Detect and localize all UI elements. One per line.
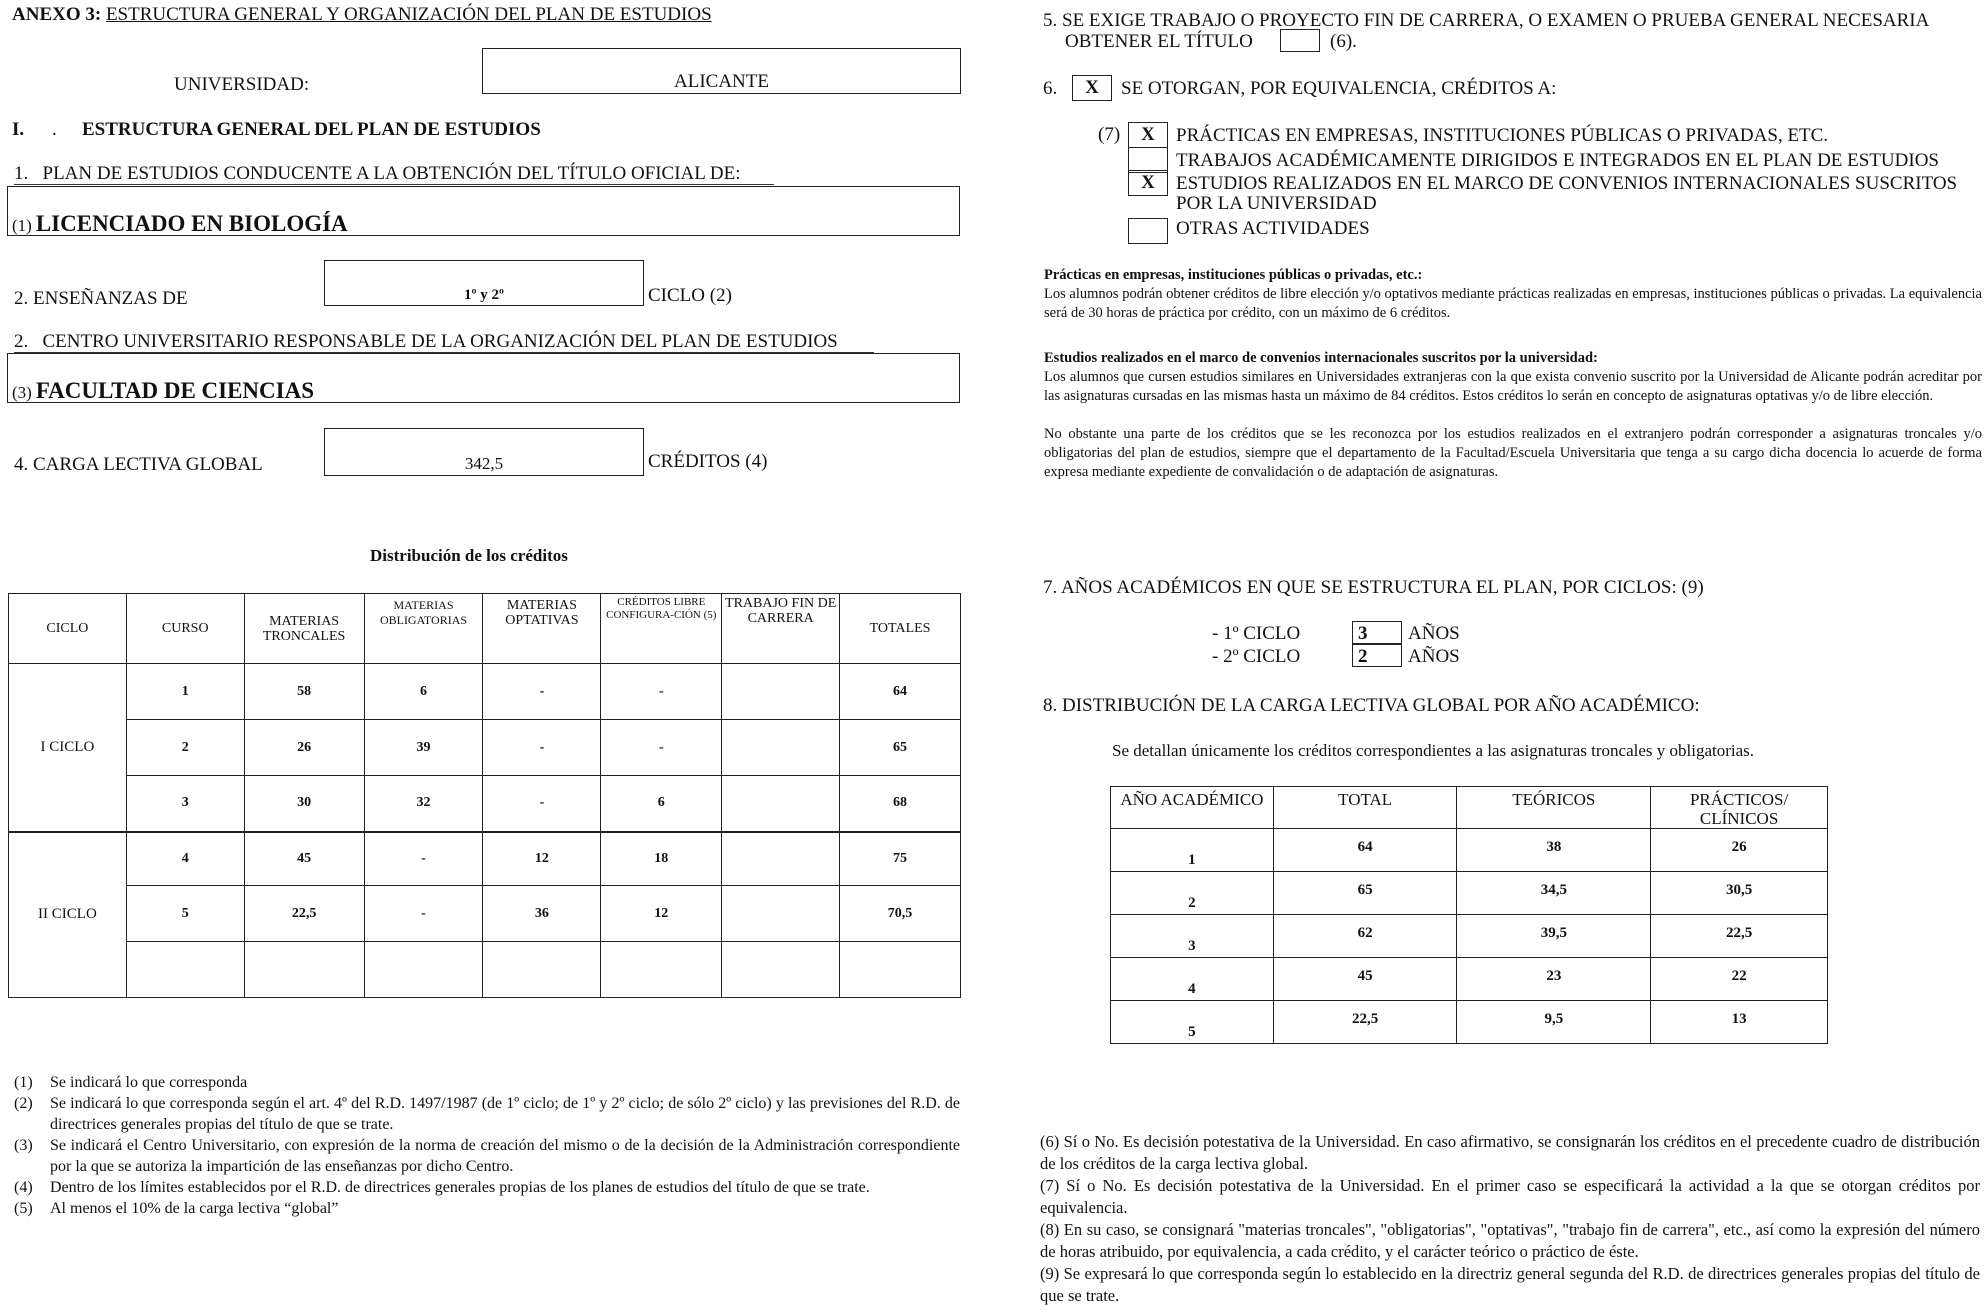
table-cell: 38 xyxy=(1457,829,1651,872)
table-cell: 45 xyxy=(1273,958,1457,1001)
table-cell: 65 xyxy=(1273,872,1457,915)
ciclo-2-cell: II CICLO xyxy=(9,832,127,998)
table-cell xyxy=(126,942,244,998)
item-8-label: 8. DISTRIBUCIÓN DE LA CARGA LECTIVA GLOBAL POR AÑO ACADÉMICO: xyxy=(1043,695,1700,716)
item-2-label: 2. ENSEÑANZAS DE xyxy=(14,288,188,309)
section-heading xyxy=(12,119,541,141)
table-cell: - xyxy=(364,832,483,886)
table-row xyxy=(1111,872,1828,915)
table-cell: 3 xyxy=(126,776,244,832)
table-cell: 22 xyxy=(1651,958,1828,1001)
footnote: (8) En su caso, se consignará "materias troncales", "obligatorias", "optativas", "trabajo fin de carrera", etc., así como la expresión del número de horas atribuido, por equivalencia, a cada crédito, y el carácter teórico o práctico de éste. xyxy=(1040,1220,1980,1261)
table-cell: 6 xyxy=(364,664,483,720)
table-cell: 75 xyxy=(840,832,961,886)
table-cell: 30,5 xyxy=(1651,872,1828,915)
footnote xyxy=(14,1072,960,1093)
table-cell: 64 xyxy=(1273,829,1457,872)
table-cell: 39,5 xyxy=(1457,915,1651,958)
footnote-number: (1) xyxy=(14,1074,33,1091)
annex-number: ANEXO 3: xyxy=(12,4,102,25)
table-cell xyxy=(840,942,961,998)
table-cell: 5 xyxy=(1111,1001,1274,1044)
table-cell: 39 xyxy=(364,720,483,776)
table-cell: 18 xyxy=(601,832,722,886)
table-cell: 22,5 xyxy=(244,886,364,942)
estudios-text: Los alumnos que cursen estudios similares en Universidades extranjeras con la que exista convenio suscrito por la Universidad de Alicante podrán acreditar por las asignaturas cursadas en las mismas hasta un máximo de 84 créditos. Estos créditos lo serán en concepto de asignaturas optativas y/o de libre elección. xyxy=(1044,369,1982,404)
col-header-practicos: PRÁCTICOS/ CLÍNICOS xyxy=(1651,787,1828,829)
section-dot: . xyxy=(52,119,57,140)
table-cell: 68 xyxy=(840,776,961,832)
universidad-label: UNIVERSIDAD: xyxy=(174,74,310,95)
item-1-underline xyxy=(14,184,774,185)
titulo-field xyxy=(7,186,960,236)
universidad-value: ALICANTE xyxy=(674,71,769,92)
table-cell xyxy=(483,942,601,998)
col-header-ciclo: CICLO xyxy=(9,594,127,664)
col-header-totales: TOTALES xyxy=(840,594,961,664)
item-6-checkbox: X xyxy=(1072,75,1112,101)
ciclo-1-years-unit: AÑOS xyxy=(1408,623,1460,644)
item-5-line2: OBTENER EL TÍTULO xyxy=(1065,31,1253,52)
table-cell: 2 xyxy=(1111,872,1274,915)
footnote-number: (2) xyxy=(14,1095,33,1112)
footnote xyxy=(14,1093,960,1135)
titulo-ref: (1) xyxy=(12,216,32,235)
titulo-line xyxy=(12,211,348,237)
item-6-number: 6. xyxy=(1043,78,1058,99)
table-cell: - xyxy=(364,886,483,942)
col-header-troncales: MATERIAS TRONCALES xyxy=(244,594,364,664)
table-cell: 4 xyxy=(126,832,244,886)
footnotes-right xyxy=(1040,1131,1980,1307)
table-cell: 36 xyxy=(483,886,601,942)
item-5-ref: (6). xyxy=(1330,31,1357,52)
table-cell: 34,5 xyxy=(1457,872,1651,915)
table-cell: 64 xyxy=(840,664,961,720)
col-header-libre: CRÉDITOS LIBRE CONFIGURA-CIÓN (5) xyxy=(601,594,722,664)
footnote xyxy=(14,1198,960,1219)
centro-line xyxy=(12,378,314,404)
footnote: (7) Sí o No. Es decisión potestativa de la Universidad. En el primer caso se especificará la actividad a la que se otorgan créditos por equivalencia. xyxy=(1040,1176,1980,1217)
table-cell: 12 xyxy=(483,832,601,886)
table-cell: 9,5 xyxy=(1457,1001,1651,1044)
col-header-ano: AÑO ACADÉMICO xyxy=(1111,787,1274,829)
table-row xyxy=(1111,915,1828,958)
practicas-block xyxy=(1044,266,1982,323)
table-cell: 70,5 xyxy=(840,886,961,942)
table-cell: 2 xyxy=(126,720,244,776)
item-4-suffix: CRÉDITOS (4) xyxy=(648,451,768,472)
footnote-text: Se indicará lo que corresponda xyxy=(50,1074,248,1091)
footnote-number: (3) xyxy=(14,1137,33,1154)
table-cell: 6 xyxy=(601,776,722,832)
col-header-optativas: MATERIAS OPTATIVAS xyxy=(483,594,601,664)
table-row xyxy=(1111,829,1828,872)
section-number: I. xyxy=(12,119,25,140)
table-cell: 23 xyxy=(1457,958,1651,1001)
item-2-suffix: CICLO (2) xyxy=(648,285,732,306)
centro-value: FACULTAD DE CIENCIAS xyxy=(35,378,315,403)
table-cell: 22,5 xyxy=(1651,915,1828,958)
carga-field xyxy=(324,428,644,476)
table-row xyxy=(9,832,961,886)
option-checkbox xyxy=(1128,218,1168,244)
table-cell xyxy=(722,720,840,776)
col-header-obligatorias: MATERIAS OBLIGATORIAS xyxy=(364,594,483,664)
table-cell: 58 xyxy=(244,664,364,720)
col-header-curso: CURSO xyxy=(126,594,244,664)
ciclo-2-label: - 2º CICLO xyxy=(1212,646,1301,667)
option-label: ESTUDIOS REALIZADOS EN EL MARCO DE CONVENIOS INTERNACIONALES SUSCRITOS xyxy=(1176,173,1958,194)
table-cell: 12 xyxy=(601,886,722,942)
option-label: OTRAS ACTIVIDADES xyxy=(1176,218,1370,239)
table-row-empty xyxy=(9,942,961,998)
table-cell xyxy=(722,832,840,886)
table-row xyxy=(1111,1001,1828,1044)
footnote-number: (5) xyxy=(14,1200,33,1217)
ciclo-1-label: - 1º CICLO xyxy=(1212,623,1301,644)
table-row xyxy=(9,664,961,720)
table-cell xyxy=(722,776,840,832)
item-3-label: 2. CENTRO UNIVERSITARIO RESPONSABLE DE LA ORGANIZACIÓN DEL PLAN DE ESTUDIOS xyxy=(14,331,838,352)
item-7-label: 7. AÑOS ACADÉMICOS EN QUE SE ESTRUCTURA EL PLAN, POR CICLOS: (9) xyxy=(1043,577,1704,598)
estudios-block xyxy=(1044,349,1982,482)
estudios-text-2: No obstante una parte de los créditos que se les reconozca por los estudios realizados en el extranjero podrán corresponder a asignaturas troncales y/o obligatorias del plan de estudios, siempre que el departamento de la Facultad/Escuela Universitaria que tenga a su cargo dicha docencia lo acuerde de forma expresa mediante expediente de convalidación o de adaptación de asignaturas. xyxy=(1044,426,1982,480)
col-header-total: TOTAL xyxy=(1273,787,1457,829)
ciclo-2-years-unit: AÑOS xyxy=(1408,646,1460,667)
carga-value: 342,5 xyxy=(464,454,504,473)
distribucion-title: Distribución de los créditos xyxy=(370,546,568,565)
table-row xyxy=(9,886,961,942)
table-row xyxy=(1111,958,1828,1001)
footnote: (9) Se expresará lo que corresponda según lo establecido en la directriz general segunda del R.D. de directrices generales propias del título de que se trate. xyxy=(1040,1264,1980,1305)
footnote xyxy=(14,1177,960,1198)
table-cell xyxy=(601,942,722,998)
table-cell: - xyxy=(483,664,601,720)
table-cell xyxy=(244,942,364,998)
table-cell xyxy=(722,886,840,942)
table-cell: 5 xyxy=(126,886,244,942)
table-cell: - xyxy=(483,720,601,776)
table-cell: 45 xyxy=(244,832,364,886)
item-1-label: 1. PLAN DE ESTUDIOS CONDUCENTE A LA OBTENCIÓN DEL TÍTULO OFICIAL DE: xyxy=(14,163,741,184)
estudios-title: Estudios realizados en el marco de convenios internacionales suscritos por la universidad: xyxy=(1044,350,1598,366)
distribucion-table xyxy=(8,593,961,998)
centro-ref: (3) xyxy=(12,383,32,402)
footnote-text: Se indicará el Centro Universitario, con expresión de la norma de creación del mismo o de la decisión de la Administración correspondiente por la que se autoriza la impartición de las enseñanzas por dicho Centro. xyxy=(50,1137,960,1175)
item-5-checkbox xyxy=(1280,29,1320,52)
distribucion-header-row xyxy=(9,594,961,664)
table-cell: 22,5 xyxy=(1273,1001,1457,1044)
table-cell xyxy=(722,664,840,720)
annex-title: ESTRUCTURA GENERAL Y ORGANIZACIÓN DEL PLAN DE ESTUDIOS xyxy=(105,4,712,25)
table-cell: 4 xyxy=(1111,958,1274,1001)
universidad-field xyxy=(482,48,961,94)
col-header-teoricos: TEÓRICOS xyxy=(1457,787,1651,829)
footnote-text: Al menos el 10% de la carga lectiva “global” xyxy=(50,1200,339,1217)
table-cell: 1 xyxy=(126,664,244,720)
footnotes-left xyxy=(14,1072,960,1219)
practicas-text: Los alumnos podrán obtener créditos de libre elección y/o optativos mediante prácticas realizadas en empresas, instituciones públicas o privadas. La equivalencia será de 30 horas de práctica por crédito, con un máximo de 6 créditos. xyxy=(1044,286,1982,321)
option-checkbox: X xyxy=(1128,170,1168,196)
footnote xyxy=(14,1135,960,1177)
table-cell: - xyxy=(483,776,601,832)
table-cell: 1 xyxy=(1111,829,1274,872)
table-cell: 32 xyxy=(364,776,483,832)
option-checkbox: X xyxy=(1128,122,1168,148)
ciclo-2-years-box: 2 xyxy=(1352,644,1402,667)
carga-header-row xyxy=(1111,787,1828,829)
option-label: PRÁCTICAS EN EMPRESAS, INSTITUCIONES PÚBLICAS O PRIVADAS, ETC. xyxy=(1176,125,1829,146)
annex-header xyxy=(12,4,712,26)
ciclo-1-cell: I CICLO xyxy=(9,664,127,832)
table-cell: 62 xyxy=(1273,915,1457,958)
footnote-text: Se indicará lo que corresponda según el art. 4º del R.D. 1497/1987 (de 1º ciclo; de 1º y 2º ciclo; de sólo 2º ciclo) y las previsiones del R.D. de directrices generales propias del título de que se trate. xyxy=(50,1095,960,1133)
table-cell: 26 xyxy=(1651,829,1828,872)
item-5-line1: 5. SE EXIGE TRABAJO O PROYECTO FIN DE CARRERA, O EXAMEN O PRUEBA GENERAL NECESARIA xyxy=(1043,10,1930,31)
table-cell: 26 xyxy=(244,720,364,776)
ensenanzas-field xyxy=(324,260,644,306)
table-cell xyxy=(364,942,483,998)
table-cell: 3 xyxy=(1111,915,1274,958)
table-cell: - xyxy=(601,720,722,776)
table-row xyxy=(9,720,961,776)
ensenanzas-value: 1º y 2º xyxy=(464,287,504,303)
item-6-ref: (7) xyxy=(1098,124,1121,145)
section-title: ESTRUCTURA GENERAL DEL PLAN DE ESTUDIOS xyxy=(82,119,541,140)
practicas-title: Prácticas en empresas, instituciones públicas o privadas, etc.: xyxy=(1044,267,1423,283)
footnote: (6) Sí o No. Es decisión potestativa de la Universidad. En caso afirmativo, se consignarán los créditos en el precedente cuadro de distribución de los créditos de la carga lectiva global. xyxy=(1040,1132,1980,1173)
item-4-label: 4. CARGA LECTIVA GLOBAL xyxy=(14,454,263,475)
item-8-subtitle: Se detallan únicamente los créditos correspondientes a las asignaturas troncales y obligatorias. xyxy=(1112,741,1755,760)
table-row xyxy=(9,776,961,832)
titulo-value: LICENCIADO EN BIOLOGÍA xyxy=(35,211,348,236)
table-cell: 65 xyxy=(840,720,961,776)
table-cell xyxy=(722,942,840,998)
option-label-continued: POR LA UNIVERSIDAD xyxy=(1176,193,1377,214)
table-cell: 13 xyxy=(1651,1001,1828,1044)
table-cell: - xyxy=(601,664,722,720)
ciclo-1-years-box: 3 xyxy=(1352,621,1402,644)
option-label: TRABAJOS ACADÉMICAMENTE DIRIGIDOS E INTEGRADOS EN EL PLAN DE ESTUDIOS xyxy=(1176,150,1939,171)
centro-field xyxy=(7,353,960,403)
footnote-text: Dentro de los límites establecidos por el R.D. de directrices generales propias de los planes de estudios del título de que se trate. xyxy=(50,1179,870,1196)
carga-anual-table xyxy=(1110,786,1828,1044)
col-header-trabajo: TRABAJO FIN DE CARRERA xyxy=(722,594,840,664)
table-cell: 30 xyxy=(244,776,364,832)
item-6-label: SE OTORGAN, POR EQUIVALENCIA, CRÉDITOS A: xyxy=(1121,78,1557,99)
footnote-number: (4) xyxy=(14,1179,33,1196)
